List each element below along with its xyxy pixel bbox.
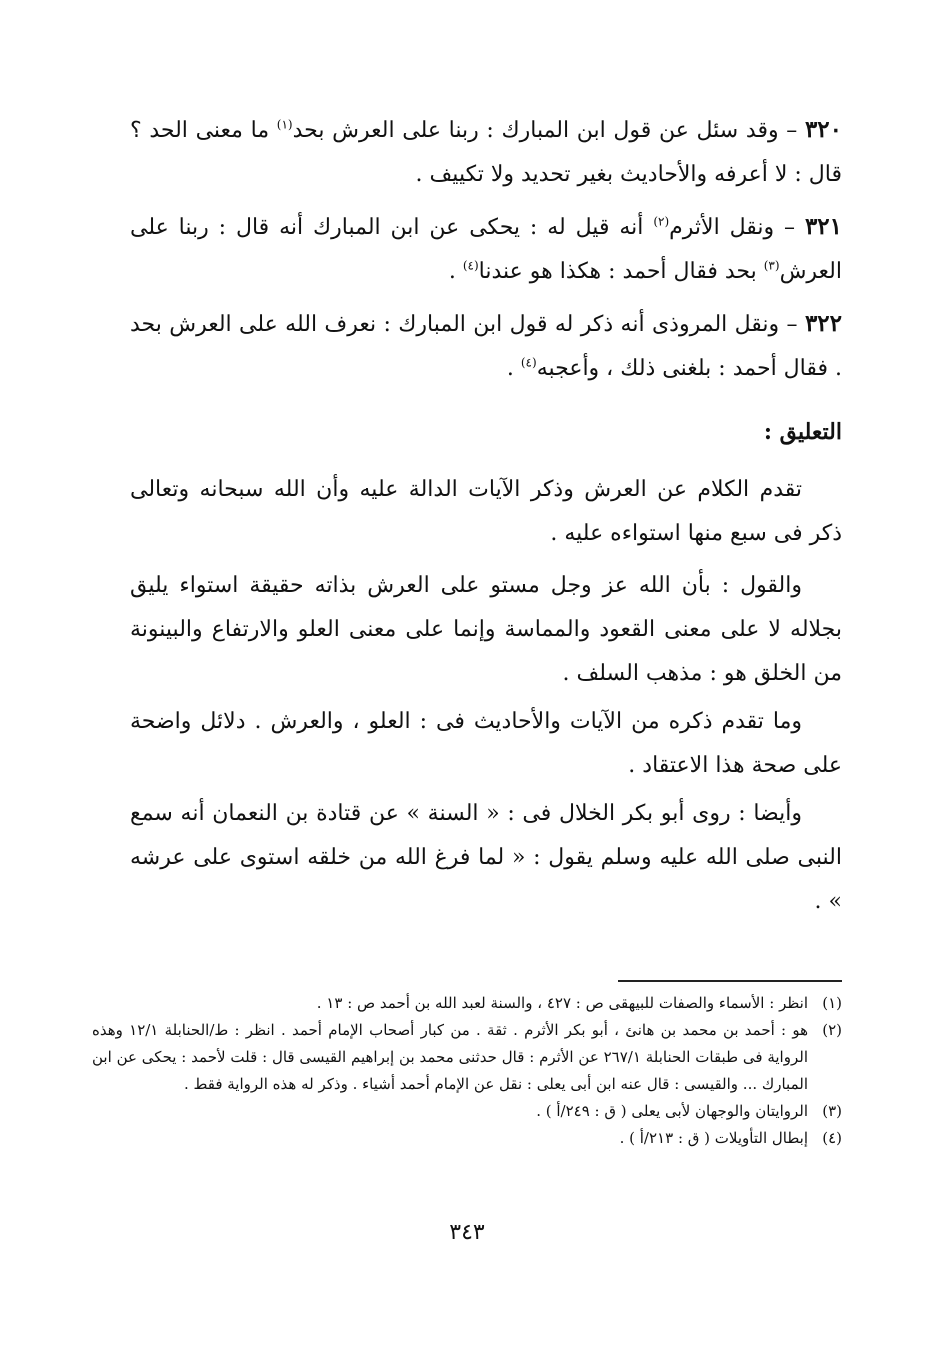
narration-number: ٣٢١ xyxy=(804,213,842,240)
footnote-ref[interactable]: (٣) xyxy=(763,258,780,273)
footnote-text: الروايتان والوجهان لأبى يعلى ( ق : ٢٤٩/أ ) . xyxy=(536,1102,808,1120)
footnote-item xyxy=(92,1017,842,1098)
footnote-item xyxy=(92,990,842,1017)
footnote-ref[interactable]: (٤) xyxy=(462,258,479,273)
footnote-text: هو : أحمد بن محمد بن هانئ ، أبو بكر الأثرم . ثقة . من كبار أصحاب الإمام أحمد . انظر : ط/الحنابلة ١٢/١ وهذه الرواية فى طبقات الحنابلة ٢٦٧/١ عن الأثرم : قال حدثنى محمد بن إبراهيم القيسى قال : قلت لأحمد : يحكى عن ابن المبارك ... والقيسى : قال عنه ابن أبى يعلى : نقل عن الإمام أحمد أشياء . وذكر له هذه الرواية فقط . xyxy=(92,1021,809,1093)
footnote-ref[interactable]: (١) xyxy=(276,117,293,132)
footnotes-list xyxy=(92,990,842,1152)
commentary-paragraph xyxy=(130,700,842,788)
commentary-text: تقدم الكلام عن العرش وذكر الآيات الدالة عليه وأن الله سبحانه وتعالى ذكر فى سبع منها استواءه عليه . xyxy=(130,477,842,546)
narration-text: ما معنى الحد ؟ قال : لا أعرفه والأحاديث بغير تحديد ولا تكييف . xyxy=(130,118,842,187)
narration-text: – ونقل المروذى أنه ذكر له قول ابن المبارك : نعرف الله على العرش بحد . فقال أحمد : بلغنى ذلك ، وأعجبه xyxy=(130,312,842,381)
narration-number: ٣٢٠ xyxy=(804,116,842,143)
narration-text: بحد فقال أحمد : هكذا هو عندنا xyxy=(478,259,764,284)
footnote-text: انظر : الأسماء والصفات للبيهقى ص : ٤٢٧ ، والسنة لعبد الله بن أحمد ص : ١٣ . xyxy=(316,994,808,1012)
commentary-paragraph xyxy=(130,468,842,556)
footnote-ref[interactable]: (٤) xyxy=(520,355,537,370)
footnote-ref[interactable]: (٢) xyxy=(653,214,670,229)
footnote-text: إبطال التأويلات ( ق : ٢١٣/أ ) . xyxy=(619,1129,808,1147)
footnote-item xyxy=(92,1098,842,1125)
narration-number: ٣٢٢ xyxy=(804,310,842,337)
narration-322 xyxy=(130,302,842,391)
narration-320 xyxy=(130,108,842,197)
footnote-mark: (٢) xyxy=(822,1021,842,1039)
narration-text: – ونقل الأثرم xyxy=(669,215,805,240)
footnote-mark: (٤) xyxy=(822,1129,842,1147)
narration-321 xyxy=(130,205,842,294)
page-number: ٣٤٣ xyxy=(449,1220,485,1245)
narration-text: أنه قيل له : يحكى عن ابن المبارك أنه قال : ربنا على العرش xyxy=(130,215,842,284)
footnote-mark: (٣) xyxy=(822,1102,842,1120)
commentary-text: والقول : بأن الله عز وجل مستو على العرش بذاته حقيقة استواء يليق بجلاله لا على معنى القعود والمماسة وإنما على معنى العلو والارتفاع والبينونة من الخلق هو : مذهب السلف . xyxy=(130,573,842,686)
commentary-text: وأيضا : روى أبو بكر الخلال فى : « السنة » عن قتادة بن النعمان أنه سمع النبى صلى الله عليه وسلم يقول : « لما فرغ الله من خلقه استوى على عرشه » . xyxy=(130,801,842,914)
footnote-item xyxy=(92,1125,842,1152)
commentary-text: وما تقدم ذكره من الآيات والأحاديث فى : العلو ، والعرش . دلائل واضحة على صحة هذا الاعتقاد . xyxy=(130,709,842,778)
commentary-paragraph xyxy=(130,792,842,924)
narration-text: – وقد سئل عن قول ابن المبارك : ربنا على العرش بحد xyxy=(292,118,805,143)
footnote-mark: (١) xyxy=(822,994,842,1012)
footnote-separator xyxy=(618,980,842,982)
narration-text: . xyxy=(506,356,521,381)
commentary-heading: التعليق : xyxy=(763,419,842,445)
narration-text: . xyxy=(448,259,463,284)
commentary-paragraph xyxy=(130,564,842,696)
